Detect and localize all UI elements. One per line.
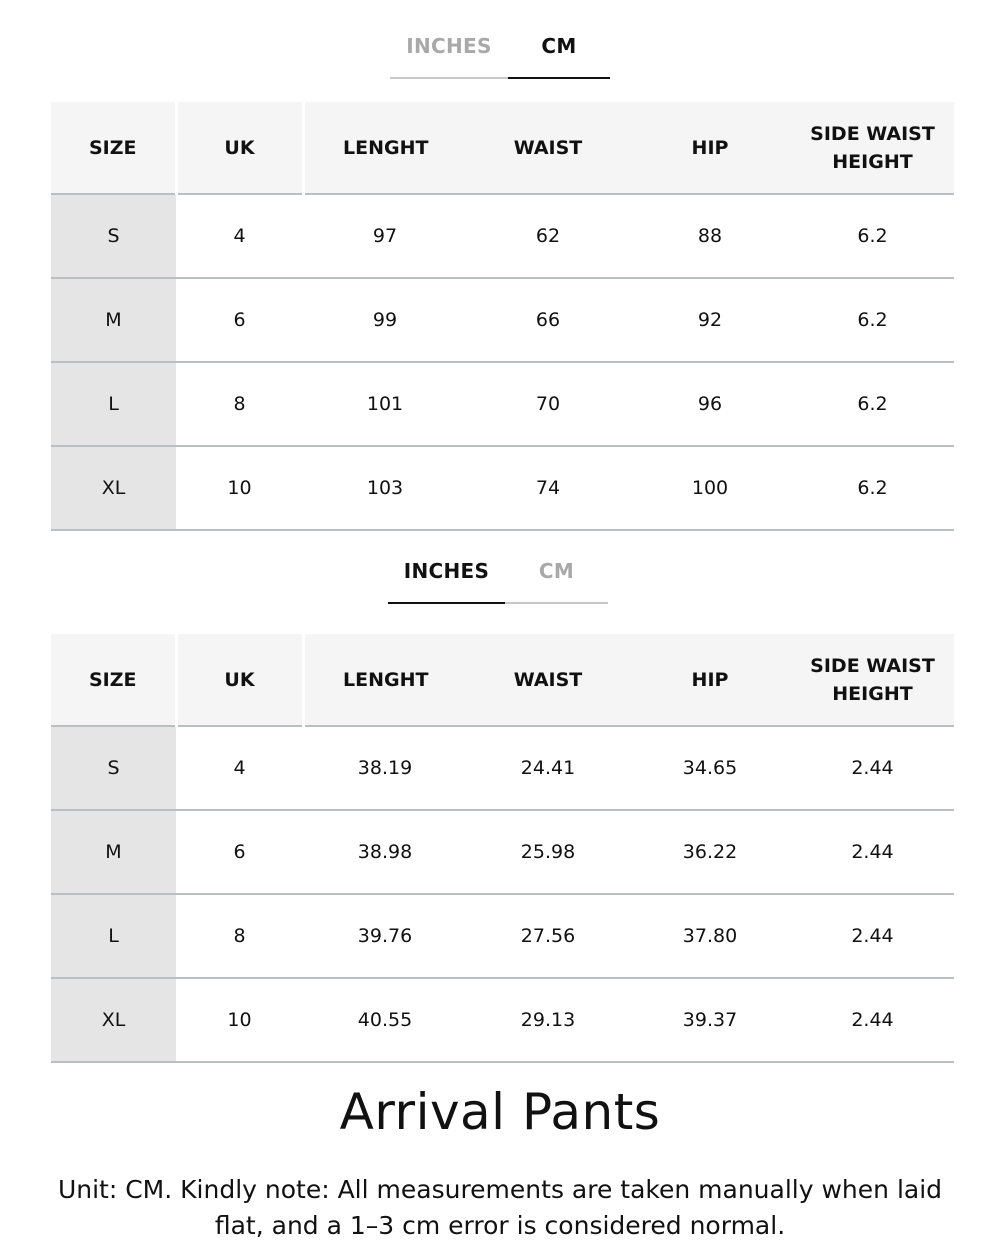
length-cell: 38.19 [303, 726, 467, 810]
waist-cell: 24.41 [467, 726, 629, 810]
hip-cell: 96 [629, 362, 791, 446]
uk-cell: 4 [176, 194, 303, 278]
length-cell: 39.76 [303, 894, 467, 978]
header-size: SIZE [51, 634, 176, 726]
hip-cell: 39.37 [629, 978, 791, 1062]
tab-cm-label: CM [538, 559, 575, 583]
header-uk: UK [176, 634, 303, 726]
measurement-note: Unit: CM. Kindly note: All measurements are taken manually when laid flat, and a 1–3 cm error is considered normal. [57, 1175, 943, 1240]
size-cell: XL [51, 446, 176, 530]
side-waist-height-cell: 2.44 [791, 726, 954, 810]
length-cell: 38.98 [303, 810, 467, 894]
tab-inches[interactable] [390, 30, 508, 79]
size-cell: M [51, 278, 176, 362]
waist-cell: 66 [467, 278, 629, 362]
uk-cell: 8 [176, 894, 303, 978]
table-row [51, 362, 954, 446]
table-row [51, 278, 954, 362]
table-row [51, 194, 954, 278]
tab-underline [505, 602, 608, 604]
length-cell: 99 [303, 278, 467, 362]
waist-cell: 25.98 [467, 810, 629, 894]
tab-underline [508, 77, 610, 79]
side-waist-height-cell: 2.44 [791, 810, 954, 894]
uk-cell: 10 [176, 446, 303, 530]
header-side-waist-height [791, 634, 954, 726]
tab-inches[interactable] [388, 555, 505, 604]
waist-cell: 27.56 [467, 894, 629, 978]
uk-cell: 4 [176, 726, 303, 810]
size-cell: XL [51, 978, 176, 1062]
hip-cell: 37.80 [629, 894, 791, 978]
header-length: LENGHT [303, 102, 467, 194]
size-cell: S [51, 194, 176, 278]
header-hip: HIP [629, 102, 791, 194]
length-cell: 40.55 [303, 978, 467, 1062]
table-row [51, 978, 954, 1062]
table-row [51, 894, 954, 978]
unit-tabs-bottom [0, 555, 1000, 625]
table-row [51, 810, 954, 894]
header-waist: WAIST [467, 634, 629, 726]
waist-cell: 74 [467, 446, 629, 530]
side-waist-height-cell: 6.2 [791, 194, 954, 278]
tab-inches-label: INCHES [406, 34, 492, 58]
table-row [51, 446, 954, 530]
uk-cell: 6 [176, 810, 303, 894]
header-waist: WAIST [467, 102, 629, 194]
length-cell: 103 [303, 446, 467, 530]
hip-cell: 92 [629, 278, 791, 362]
header-uk: UK [176, 102, 303, 194]
side-waist-height-cell: 2.44 [791, 978, 954, 1062]
waist-cell: 62 [467, 194, 629, 278]
tab-underline [390, 77, 508, 79]
tab-cm[interactable] [508, 30, 610, 79]
length-cell: 97 [303, 194, 467, 278]
table-row [51, 726, 954, 810]
tab-cm[interactable] [505, 555, 608, 604]
table-header-row [51, 102, 954, 194]
header-side-waist-height [791, 102, 954, 194]
size-table-inches [51, 634, 954, 1063]
tab-inches-label: INCHES [403, 559, 490, 583]
hip-cell: 100 [629, 446, 791, 530]
waist-cell: 29.13 [467, 978, 629, 1062]
length-cell: 101 [303, 362, 467, 446]
tab-underline [388, 602, 505, 604]
header-side-waist-height-label: SIDE WAIST HEIGHT [810, 654, 935, 705]
waist-cell: 70 [467, 362, 629, 446]
table-header-row [51, 634, 954, 726]
hip-cell: 34.65 [629, 726, 791, 810]
uk-cell: 8 [176, 362, 303, 446]
tab-cm-label: CM [541, 34, 577, 58]
header-size: SIZE [51, 102, 176, 194]
size-cell: M [51, 810, 176, 894]
size-table-cm [51, 102, 954, 531]
uk-cell: 6 [176, 278, 303, 362]
header-length: LENGHT [303, 634, 467, 726]
side-waist-height-cell: 6.2 [791, 362, 954, 446]
side-waist-height-cell: 6.2 [791, 446, 954, 530]
header-hip: HIP [629, 634, 791, 726]
header-side-waist-height-label: SIDE WAIST HEIGHT [810, 122, 935, 173]
hip-cell: 88 [629, 194, 791, 278]
hip-cell: 36.22 [629, 810, 791, 894]
side-waist-height-cell: 6.2 [791, 278, 954, 362]
size-cell: L [51, 894, 176, 978]
product-title: Arrival Pants [339, 1083, 661, 1141]
unit-tabs-top [0, 30, 1000, 100]
side-waist-height-cell: 2.44 [791, 894, 954, 978]
uk-cell: 10 [176, 978, 303, 1062]
size-cell: S [51, 726, 176, 810]
size-cell: L [51, 362, 176, 446]
